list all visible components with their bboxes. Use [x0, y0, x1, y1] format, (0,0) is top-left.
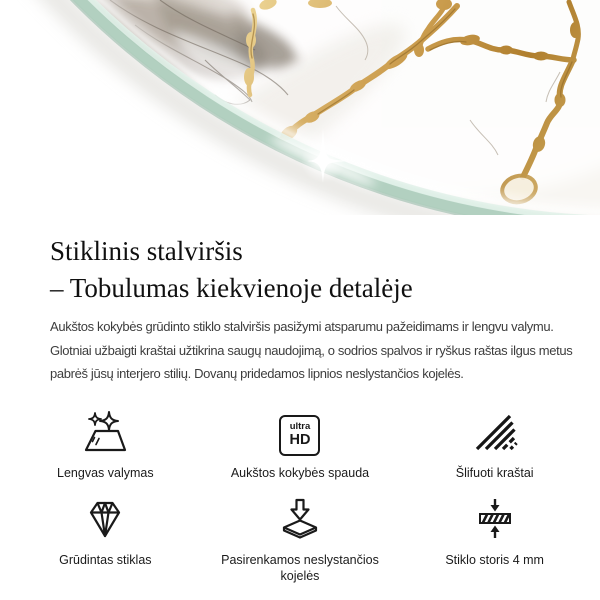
feature-label: Pasirenkamos neslystančios kojelės [221, 552, 379, 583]
anti-slip-feet-icon [276, 495, 324, 543]
ultra-hd-icon-text-top: ultra [289, 421, 311, 432]
glass-tabletop-photo [0, 0, 600, 215]
feature-anti-slip-feet [203, 497, 398, 584]
feature-label: Stiklo storis 4 mm [445, 552, 544, 567]
title-line-2: – Tobulumas kiekvienoje detalėje [50, 273, 413, 303]
feature-label: Grūdintas stiklas [59, 552, 152, 567]
ultra-hd-icon-text-bottom: HD [289, 432, 311, 448]
feature-label: Lengvas valymas [57, 465, 154, 480]
feature-tempered-glass [8, 497, 203, 584]
title-line-1: Stiklinis stalviršis [50, 236, 243, 266]
clean-surface-icon [81, 408, 129, 456]
glass-thickness-icon [471, 495, 519, 543]
ultra-hd-icon [279, 415, 320, 456]
tempered-glass-icon [81, 495, 129, 543]
feature-label: Aukštos kokybės spauda [230, 465, 370, 480]
product-info-section [0, 233, 600, 584]
feature-easy-cleaning [8, 410, 203, 481]
feature-grid [8, 410, 592, 584]
feature-label: Šlifuoti kraštai [455, 465, 534, 480]
page-title [50, 233, 570, 307]
feature-print-quality [203, 410, 398, 481]
polished-edges-icon [471, 408, 519, 456]
product-image [0, 0, 600, 215]
feature-polished-edges [397, 410, 592, 481]
feature-glass-thickness [397, 497, 592, 584]
product-description: Aukštos kokybės grūdinto stiklo stalviršis pasižymi atsparumu pažeidimams ir lengvu valymu. Glotniai užbaigti kraštai užtikrina saugų naudojimą, o sodrios spalvos ir ryškus raštas ilgus metus pabrėš jūsų interjero stilių. Dovanų pridedamos lipnios neslystančios kojelės. [50, 319, 573, 381]
